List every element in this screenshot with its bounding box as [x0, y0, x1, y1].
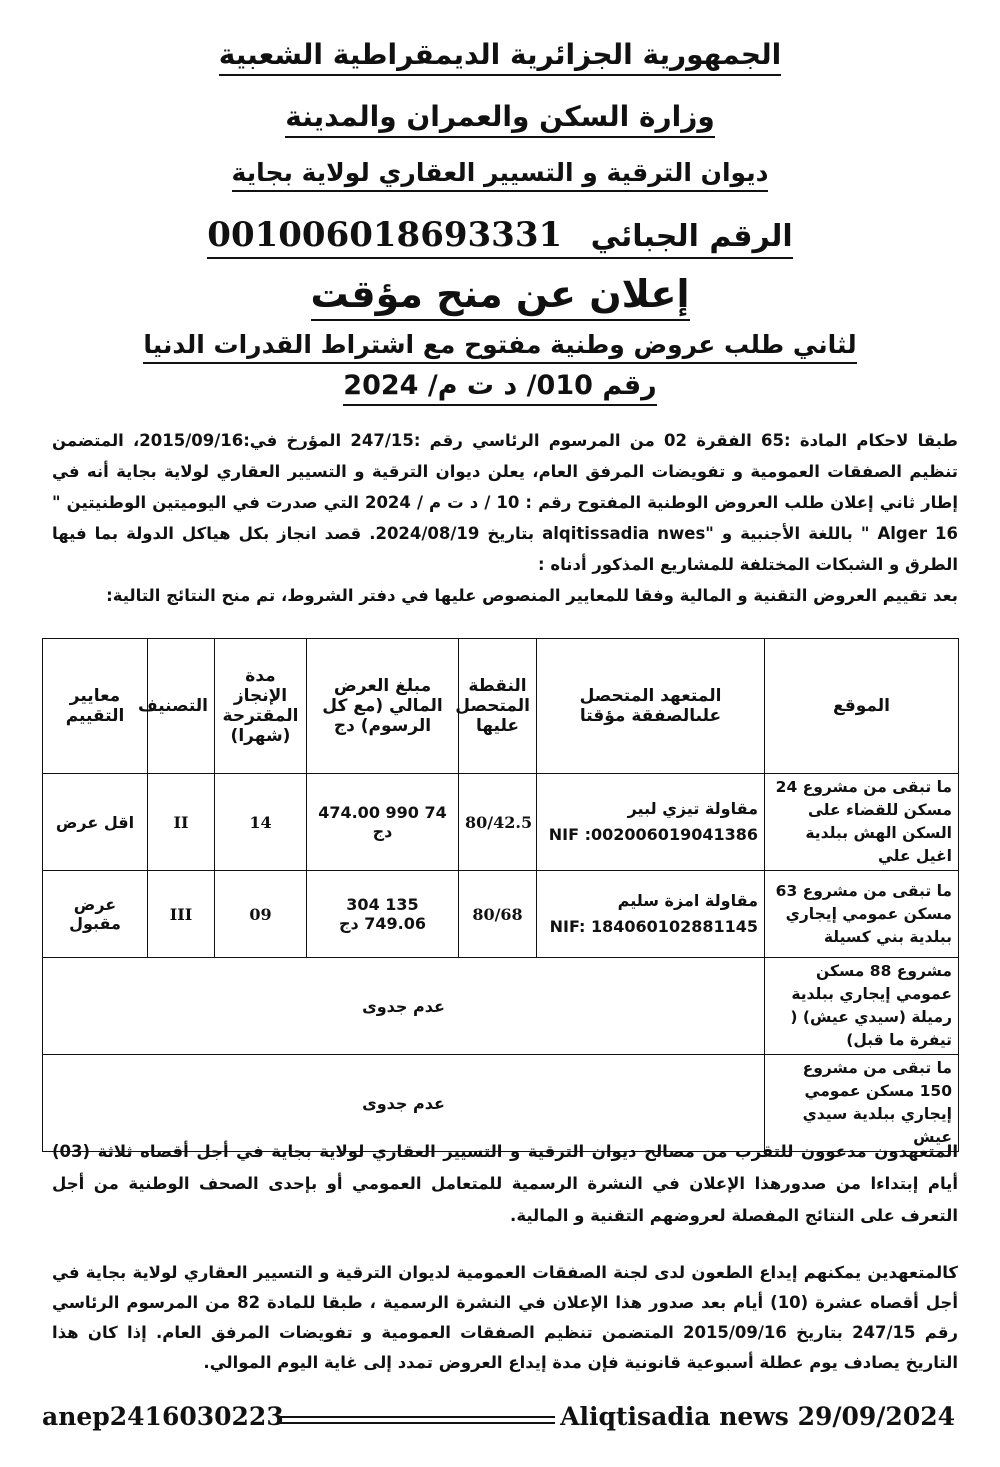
notice-reference: رقم 010/ د ت م/ 2024 [0, 370, 1000, 401]
cell-site: مشروع 88 مسكن عمومي إيجاري ببلدية رميلة (سيدي عيش) ( تيفرة ما قبل) [765, 958, 959, 1055]
notice-title: إعلان عن منح مؤقت [0, 272, 1000, 316]
tax-id-label: الرقم الجبائي [590, 219, 793, 254]
cell-firm [537, 774, 765, 871]
footer-source: Aliqtisadia news 29/09/2024 [560, 1402, 955, 1431]
award-results-table [42, 638, 959, 1152]
cell-site: ما تبقى من مشروع 63 مسكن عمومي إيجاري ببلدية بني كسيلة [765, 871, 959, 958]
tax-id-line [0, 215, 1000, 255]
col-header-criteria: معايير التقييم [43, 639, 148, 774]
col-header-amount: مبلغ العرض المالي (مع كل الرسوم) دج [307, 639, 459, 774]
consultation-paragraph: المتعهدون مدعوون للتقرب من مصالح ديوان الترقية و التسيير العقاري لولاية بجاية في أجل أقصاه ثلاثة (03) أيام إبتداءا من صدورهذا الإعلان في النشرة الرسمية للمتعامل العمومي أو بإحدى الصحف الوطنية من أجل التعرف على النتائج المفصلة لعروضهم التقنية و المالية. [52, 1142, 958, 1225]
col-header-firm: المتعهد المتحصل علىالصفقة مؤقتا [537, 639, 765, 774]
notice-subtitle: لثاني طلب عروض وطنية مفتوح مع اشتراط القدرات الدنيا [0, 330, 1000, 359]
col-header-score: النقطة المتحصل عليها [459, 639, 537, 774]
intro-paragraph [52, 425, 958, 611]
cell-amount: 135 304 749.06 دج [307, 871, 459, 958]
appeal-paragraph: كالمتعهدين يمكنهم إيداع الطعون لدى لجنة الصفقات العمومية لديوان الترقية و التسيير العقاري لولاية بجاية في أجل أقصاه عشرة (10) أيام بعد صدور هذا الإعلان في النشرة الرسمية ، طبقا للمادة 82 من المرسوم الرئاسي رقم 247/15 بتاريخ 2015/09/16 المتضمن تنظيم الصفقات العمومية و تفويضات المرفق العام. إذا كان هذا التاريخ يصادف يوم عطلة أسبوعية قانونية فإن مدة إيداع العروض تمدد إلى غاية اليوم الموالي. [52, 1263, 958, 1372]
col-header-site: الموقع [765, 639, 959, 774]
intro-text: طبقا لاحكام المادة :65 الفقرة 02 من المرسوم الرئاسي رقم :247/15 المؤرخ في:2015/09/16، المتضمن تنظيم الصفقات العمومية و تفويضات المرفق العام، يعلن ديوان الترقية و التسيير العقاري لولاية بجاية أنه في إطار ثاني إعلان طلب العروض الوطنية المفتوح رقم : 10 / د ت م / 2024 التي صدرت في اليوميتين الوطنيتين " Alger 16 " باللغة الأجنبية و "alqitissadia nwes بتاريخ 2024/08/19. قصد انجاز بكل هياكل الدولة بما فيها الطرق و الشبكات المختلفة للمشاريع المذكور أدناه : [52, 431, 958, 574]
firm-name: مقاولة تيزي لبير [627, 799, 758, 818]
cell-site: ما تبقى من مشروع 150 مسكن عمومي إيجاري ببلدية سيدي عيش [765, 1055, 959, 1152]
cell-amount: 74 990 474.00 دج [307, 774, 459, 871]
firm-nif: NIF: 184060102881145 [549, 917, 758, 936]
footer-divider [280, 1422, 555, 1424]
cell-score: 80/68 [459, 871, 537, 958]
cell-result-unsuccessful: عدم جدوى [43, 1055, 765, 1152]
cell-site: ما تبقى من مشروع 24 مسكن للقضاء على السكن الهش ببلدية اغيل علي [765, 774, 959, 871]
republic-heading: الجمهورية الجزائرية الديمقراطية الشعبية [0, 38, 1000, 71]
intro-note: بعد تقييم العروض التقنية و المالية وفقا للمعايير المنصوص عليها في دفتر الشروط، تم منح النتائج التالية: [106, 586, 958, 605]
cell-criteria: عرض مقبول [43, 871, 148, 958]
col-header-class: التصنيف [148, 639, 215, 774]
cell-duration: 09 [215, 871, 307, 958]
table-row [43, 958, 959, 1055]
table-row [43, 774, 959, 871]
footer [42, 1400, 955, 1436]
firm-nif: NIF :002006019041386 [548, 825, 758, 844]
table-row [43, 871, 959, 958]
firm-name: مقاولة امزة سليم [617, 891, 758, 910]
col-header-duration: مدة الإنجاز المقترحة (شهرا) [215, 639, 307, 774]
cell-result-unsuccessful: عدم جدوى [43, 958, 765, 1055]
cell-criteria: اقل عرض [43, 774, 148, 871]
ministry-heading: وزارة السكن والعمران والمدينة [0, 100, 1000, 133]
office-heading: ديوان الترقية و التسيير العقاري لولاية بجاية [0, 158, 1000, 187]
cell-class: II [148, 774, 215, 871]
cell-class: III [148, 871, 215, 958]
cell-score: 80/42.5 [459, 774, 537, 871]
footer-anep-ref: anep2416030223 [42, 1402, 284, 1431]
cell-firm [537, 871, 765, 958]
table-header-row [43, 639, 959, 774]
footer-divider [280, 1416, 555, 1418]
tax-id-number: 001006018693331 [207, 215, 563, 255]
cell-duration: 14 [215, 774, 307, 871]
